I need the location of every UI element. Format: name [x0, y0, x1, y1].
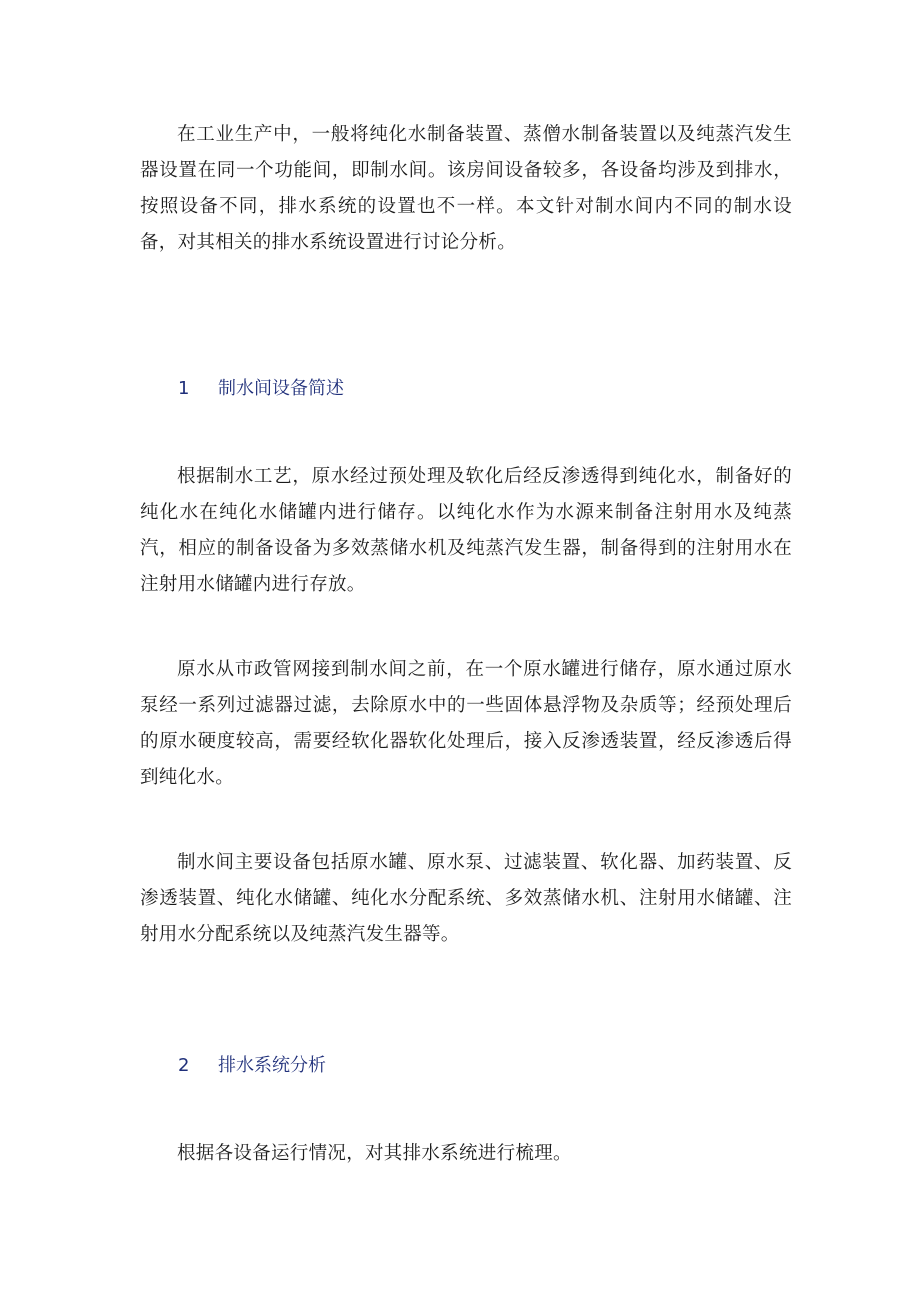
section-title: 制水间设备简述 — [218, 378, 344, 399]
section-number: 2 — [178, 1055, 190, 1076]
section1-paragraph-1: 根据制水工艺，原水经过预处理及软化后经反渗透得到纯化水，制备好的纯化水在纯化水储罐内进行储存。以纯化水作为水源来制备注射用水及纯蒸汽，相应的制备设备为多效蒸储水机及纯蒸汽发生器，制备得到的注射用水在注射用水储罐内进行存放。 — [140, 466, 792, 595]
section-number: 1 — [178, 378, 190, 399]
section1-paragraph-3: 制水间主要设备包括原水罐、原水泵、过滤装置、软化器、加药装置、反渗透装置、纯化水储罐、纯化水分配系统、多效蒸储水机、注射用水储罐、注射用水分配系统以及纯蒸汽发生器等。 — [140, 852, 792, 945]
section-heading-2 — [178, 1054, 326, 1078]
section-title: 排水系统分析 — [218, 1055, 326, 1076]
section-heading-1 — [178, 377, 344, 401]
intro-paragraph: 在工业生产中，一般将纯化水制备装置、蒸僧水制备装置以及纯蒸汽发生器设置在同一个功能间，即制水间。该房间设备较多，各设备均涉及到排水，按照设备不同，排水系统的设置也不一样。本文针对制水间内不同的制水设备，对其相关的排水系统设置进行讨论分析。 — [140, 124, 792, 253]
section2-paragraph-1: 根据各设备运行情况，对其排水系统进行梳理。 — [177, 1143, 572, 1164]
section1-paragraph-2: 原水从市政管网接到制水间之前，在一个原水罐进行储存，原水通过原水泵经一系列过滤器过滤，去除原水中的一些固体悬浮物及杂质等；经预处理后的原水硬度较高，需要经软化器软化处理后，接入反渗透装置，经反渗透后得到纯化水。 — [140, 659, 792, 788]
